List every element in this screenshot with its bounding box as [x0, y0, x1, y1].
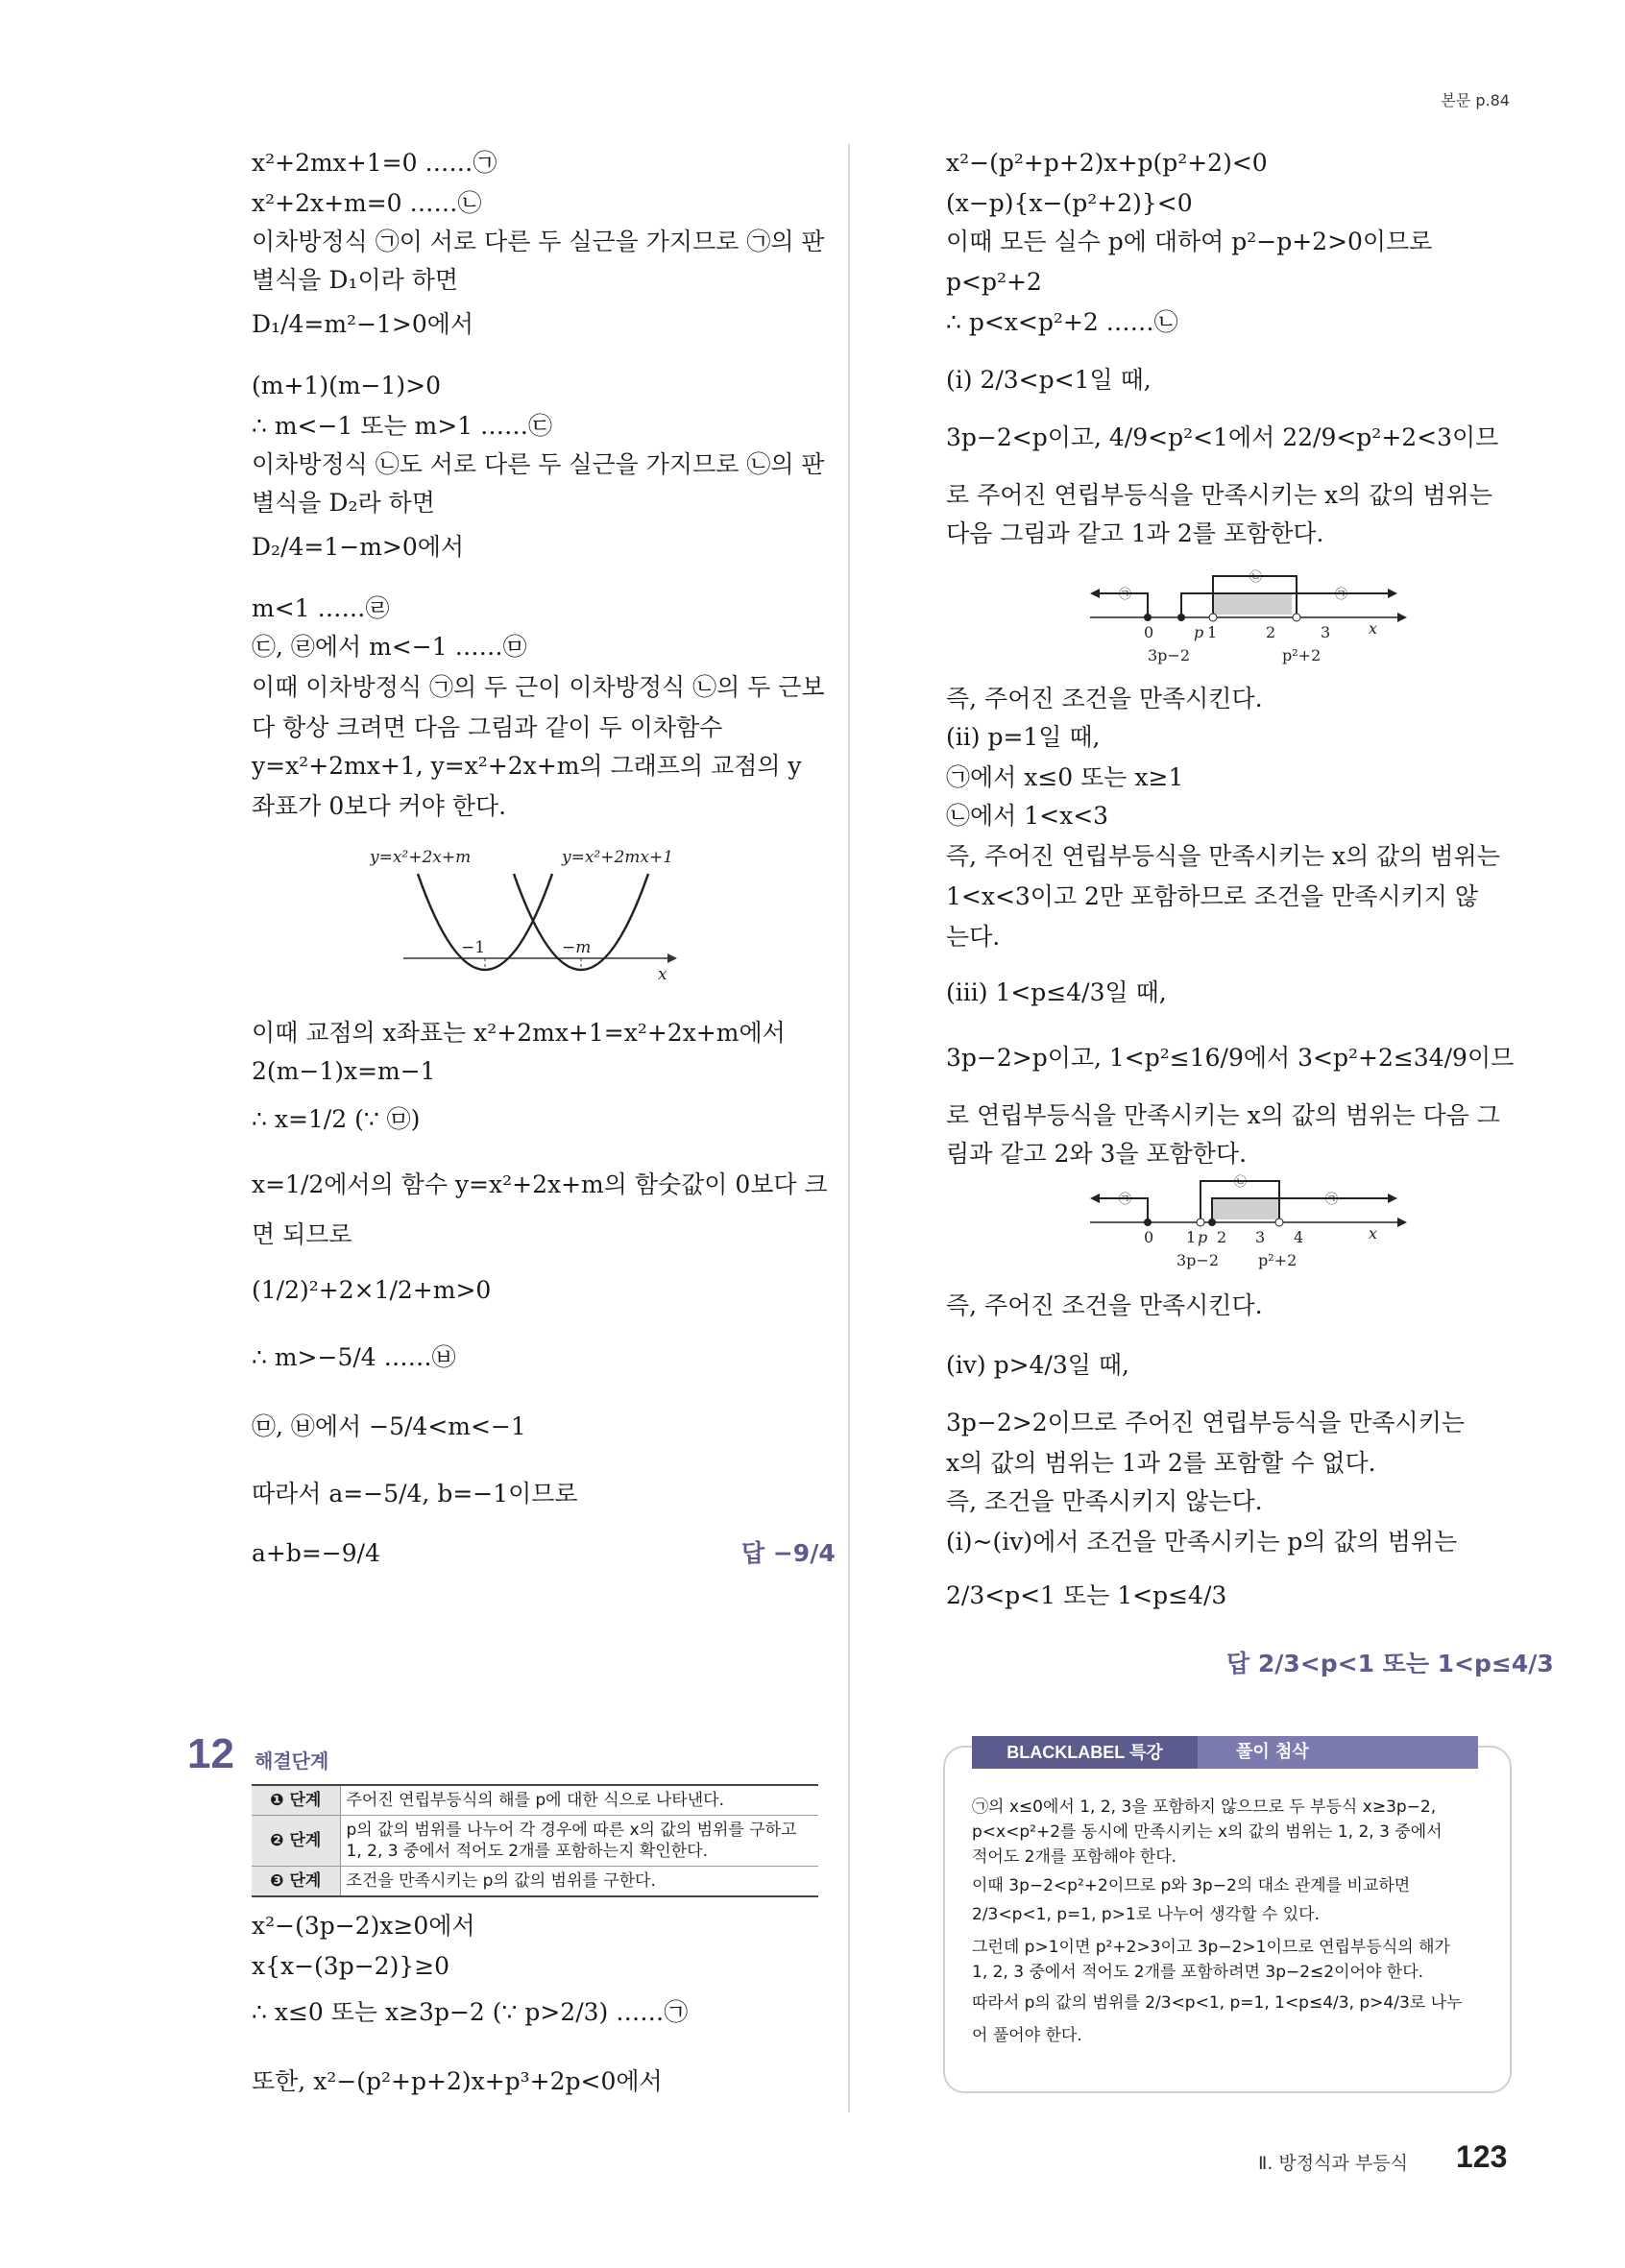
- text-line: ㉠의 x≤0에서 1, 2, 3을 포함하지 않으므로 두 부등식 x≥3p−2,: [972, 1798, 1437, 1817]
- svg-text:㉠: ㉠: [1325, 1193, 1339, 1207]
- svg-text:x: x: [1369, 1224, 1378, 1243]
- text-line: 2/3<p<1, p=1, p>1로 나누어 생각할 수 있다.: [972, 1905, 1321, 1924]
- text-line: 로 연립부등식을 만족시키는 x의 값의 범위는 다음 그: [946, 1101, 1500, 1129]
- step-row: ❷ 단계 p의 값의 범위를 나누어 각 경우에 따른 x의 값의 범위를 구하고 1, 2, 3 중에서 적어도 2개를 포함하는지 확인한다.: [252, 1816, 818, 1867]
- graph-label-left: y=x²+2x+m: [370, 848, 472, 867]
- text-line: (x−p){x−(p²+2)}<0: [946, 189, 1193, 217]
- text-line: (m+1)(m−1)>0: [252, 372, 441, 399]
- svg-text:㉠: ㉠: [1119, 1193, 1132, 1207]
- text-line: x{x−(3p−2)}≥0: [252, 1952, 450, 1980]
- problem-number: 12: [187, 1730, 234, 1777]
- text-line: 즉, 주어진 연립부등식을 만족시키는 x의 값의 범위는: [946, 842, 1500, 870]
- right-answer: 답 2/3<p<1 또는 1<p≤4/3: [1226, 1650, 1554, 1677]
- chapter-title: Ⅱ. 방정식과 부등식: [1258, 2153, 1408, 2174]
- page-number: 123: [1456, 2139, 1508, 2174]
- svg-text:3p−2: 3p−2: [1148, 646, 1191, 664]
- number-line-1: [1080, 565, 1407, 670]
- svg-text:2: 2: [1217, 1228, 1227, 1246]
- text-line: ㉡에서 1<x<3: [946, 802, 1109, 830]
- text-line: x²−(3p−2)x≥0에서: [252, 1912, 475, 1940]
- svg-text:㉡: ㉡: [1249, 570, 1263, 585]
- text-line: 이차방정식 ㉠이 서로 다른 두 실근을 가지므로 ㉠의 판: [252, 228, 825, 255]
- text-line: 별식을 D₁이라 하면: [252, 266, 459, 294]
- text-line: 는다.: [946, 923, 1001, 951]
- text-line: (ⅳ) p>4/3일 때,: [946, 1351, 1129, 1379]
- text-line: 이차방정식 ㉡도 서로 다른 두 실근을 가지므로 ㉡의 판: [252, 450, 825, 478]
- steps-table: [252, 1784, 818, 1897]
- graph-label-right: y=x²+2mx+1: [562, 848, 674, 867]
- svg-text:3: 3: [1321, 623, 1331, 641]
- blacklabel-tab-1: BLACKLABEL 특강: [972, 1736, 1198, 1769]
- text-line: 면 되므로: [252, 1220, 352, 1248]
- text-line: (ⅰ) 2/3<p<1일 때,: [946, 366, 1152, 394]
- text-line: x²+2mx+1=0 ……㉠: [252, 149, 497, 177]
- column-divider: [848, 144, 850, 2112]
- text-line: 2/3<p<1 또는 1<p≤4/3: [946, 1581, 1227, 1609]
- svg-text:㉠: ㉠: [1119, 588, 1132, 602]
- text-line: 별식을 D₂라 하면: [252, 489, 435, 517]
- text-line: p<p²+2: [946, 268, 1042, 296]
- text-line: x²−(p²+p+2)x+p(p²+2)<0: [946, 149, 1268, 177]
- text-line: 림과 같고 2와 3을 포함한다.: [946, 1140, 1248, 1168]
- svg-text:p: p: [1194, 623, 1204, 641]
- svg-text:p²+2: p²+2: [1258, 1251, 1298, 1269]
- text-line: 이때 3p−2<p²+2이므로 p와 3p−2의 대소 관계를 비교하면: [972, 1876, 1411, 1895]
- steps-title: 해결단계: [255, 1749, 329, 1773]
- text-line: m<1 ……㉣: [252, 594, 390, 622]
- text-line: ∴ m<−1 또는 m>1 ……㉢: [252, 412, 553, 440]
- text-line: 1, 2, 3 중에서 적어도 2개를 포함하려면 3p−2≤2이어야 한다.: [972, 1963, 1424, 1982]
- text-line: ㉠에서 x≤0 또는 x≥1: [946, 763, 1184, 791]
- text-line: 그런데 p>1이면 p²+2>3이고 3p−2>1이므로 연립부등식의 해가: [972, 1938, 1450, 1957]
- page-reference: 본문 p.84: [1441, 91, 1510, 109]
- svg-text:3p−2: 3p−2: [1176, 1251, 1220, 1269]
- text-line: 이때 이차방정식 ㉠의 두 근이 이차방정식 ㉡의 두 근보: [252, 673, 825, 701]
- text-line: (ⅰ)~(ⅳ)에서 조건을 만족시키는 p의 값의 범위는: [946, 1528, 1458, 1556]
- text-line: D₂/4=1−m>0에서: [252, 533, 465, 561]
- svg-text:2: 2: [1266, 623, 1276, 641]
- svg-text:1: 1: [1207, 623, 1218, 641]
- text-line: 이때 교점의 x좌표는 x²+2mx+1=x²+2x+m에서: [252, 1019, 786, 1047]
- text-line: 어 풀어야 한다.: [972, 2026, 1082, 2045]
- text-line: x=1/2에서의 함수 y=x²+2x+m의 함숫값이 0보다 크: [252, 1170, 828, 1198]
- text-line: 즉, 주어진 조건을 만족시킨다.: [946, 1291, 1263, 1319]
- svg-text:3: 3: [1255, 1228, 1266, 1246]
- text-line: 3p−2<p이고, 4/9<p²<1에서 22/9<p²+2<3이므: [946, 423, 1499, 451]
- blacklabel-tab-2: 풀이 첨삭: [1198, 1736, 1478, 1769]
- parabola-graph: [370, 845, 687, 1008]
- svg-text:㉠: ㉠: [1335, 588, 1348, 602]
- text-line: 3p−2>p이고, 1<p²≤16/9에서 3<p²+2≤34/9이므: [946, 1044, 1515, 1072]
- svg-text:p²+2: p²+2: [1282, 646, 1322, 664]
- text-line: 로 주어진 연립부등식을 만족시키는 x의 값의 범위는: [946, 481, 1492, 509]
- svg-text:0: 0: [1144, 1228, 1154, 1246]
- text-line: ∴ x≤0 또는 x≥3p−2 (∵ p>2/3) ……㉠: [252, 1998, 689, 2026]
- text-line: ㉢, ㉣에서 m<−1 ……㉤: [252, 633, 527, 661]
- text-line: 즉, 조건을 만족시키지 않는다.: [946, 1487, 1263, 1515]
- text-line: 2(m−1)x=m−1: [252, 1057, 436, 1085]
- step-row: ❸ 단계 조건을 만족시키는 p의 값의 범위를 구한다.: [252, 1867, 818, 1897]
- svg-text:㉡: ㉡: [1234, 1175, 1248, 1190]
- text-line: 또한, x²−(p²+p+2)x+p³+2p<0에서: [252, 2067, 663, 2095]
- text-line: a+b=−9/4: [252, 1539, 380, 1567]
- text-line: 3p−2>2이므로 주어진 연립부등식을 만족시키는: [946, 1409, 1466, 1436]
- svg-text:1: 1: [1186, 1228, 1197, 1246]
- tick-neg1: −1: [461, 938, 486, 957]
- left-answer: 답 −9/4: [741, 1539, 836, 1567]
- text-line: 다음 그림과 같고 1과 2를 포함한다.: [946, 519, 1324, 547]
- step-row: ❶ 단계 주어진 연립부등식의 해를 p에 대한 식으로 나타낸다.: [252, 1785, 818, 1816]
- text-line: ㉤, ㉥에서 −5/4<m<−1: [252, 1412, 526, 1440]
- x-axis-label: x: [658, 965, 667, 984]
- text-line: 따라서 p의 값의 범위를 2/3<p<1, p=1, 1<p≤4/3, p>4/3로 나누: [972, 1993, 1463, 2013]
- text-line: 이때 모든 실수 p에 대하여 p²−p+2>0이므로: [946, 228, 1433, 255]
- text-line: (1/2)²+2×1/2+m>0: [252, 1276, 492, 1304]
- number-line-2: [1080, 1170, 1407, 1275]
- text-line: ∴ x=1/2 (∵ ㉤): [252, 1105, 421, 1133]
- svg-text:p: p: [1198, 1228, 1208, 1246]
- text-line: 1<x<3이고 2만 포함하므로 조건을 만족시키지 않: [946, 882, 1478, 910]
- text-line: D₁/4=m²−1>0에서: [252, 310, 474, 338]
- text-line: ∴ m>−5/4 ……㉥: [252, 1343, 456, 1371]
- text-line: 적어도 2개를 포함해야 한다.: [972, 1847, 1177, 1867]
- text-line: p<x<p²+2를 동시에 만족시키는 x의 값의 범위는 1, 2, 3 중에서: [972, 1822, 1443, 1842]
- text-line: (ⅲ) 1<p≤4/3일 때,: [946, 978, 1167, 1006]
- text-line: (ⅱ) p=1일 때,: [946, 723, 1101, 751]
- svg-text:x: x: [1369, 619, 1378, 638]
- text-line: 다 항상 크려면 다음 그림과 같이 두 이차함수: [252, 713, 723, 741]
- svg-text:0: 0: [1144, 623, 1154, 641]
- svg-text:4: 4: [1294, 1228, 1304, 1246]
- text-line: x²+2x+m=0 ……㉡: [252, 189, 482, 217]
- text-line: 좌표가 0보다 커야 한다.: [252, 792, 507, 820]
- text-line: x의 값의 범위는 1과 2를 포함할 수 없다.: [946, 1449, 1376, 1477]
- tick-negm: −m: [562, 938, 592, 957]
- text-line: y=x²+2mx+1, y=x²+2x+m의 그래프의 교점의 y: [252, 752, 802, 780]
- text-line: ∴ p<x<p²+2 ……㉡: [946, 308, 1178, 336]
- text-line: 따라서 a=−5/4, b=−1이므로: [252, 1480, 578, 1508]
- text-line: 즉, 주어진 조건을 만족시킨다.: [946, 685, 1263, 712]
